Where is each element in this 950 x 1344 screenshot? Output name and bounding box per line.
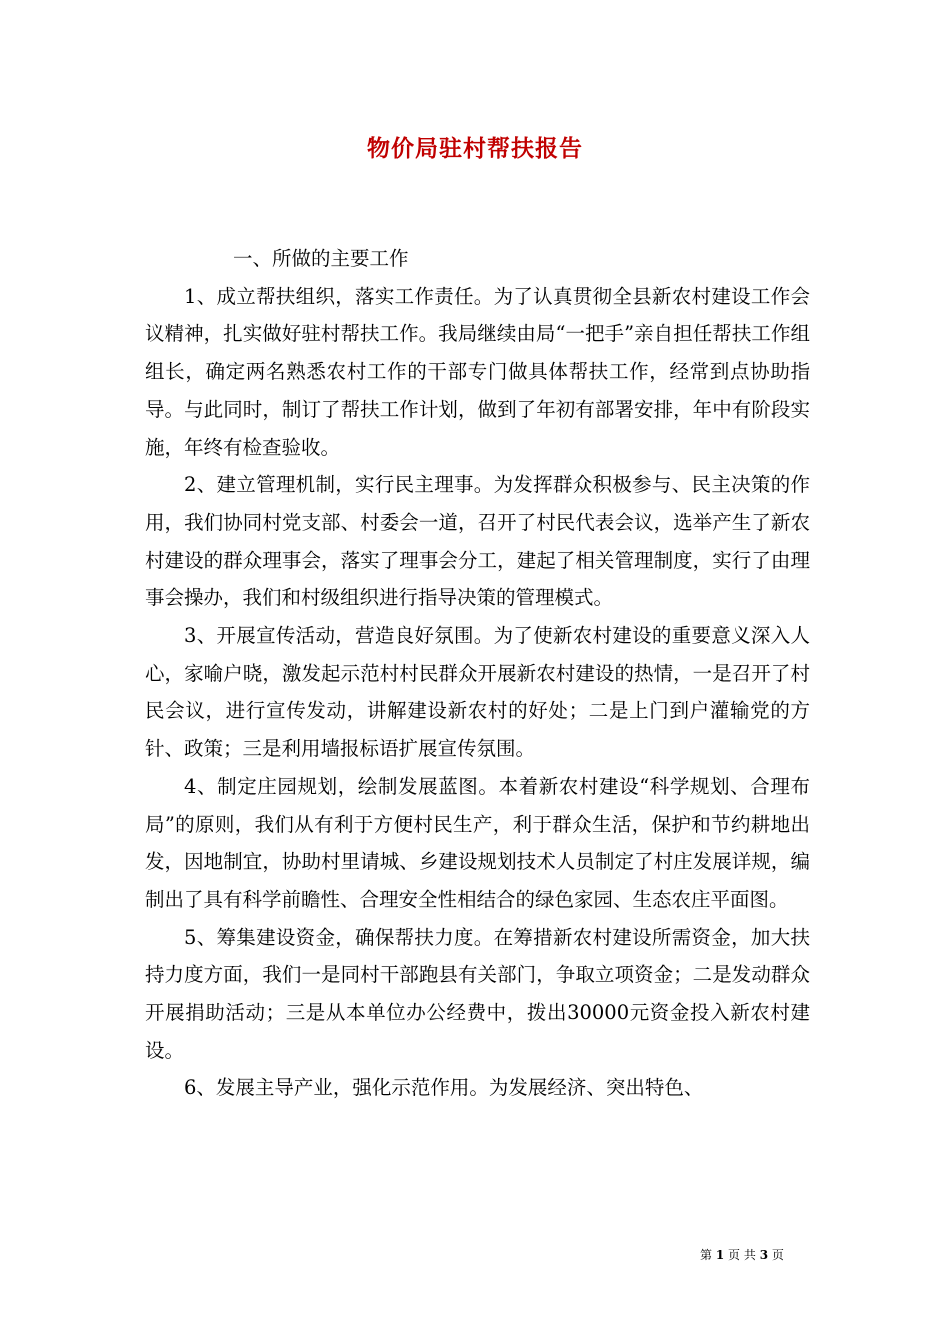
document-body (145, 240, 810, 1107)
footer-middle: 页 共 (728, 1248, 756, 1262)
footer-current-page: 1 (715, 1248, 725, 1262)
paragraph-6: 6、发展主导产业，强化示范作用。为发展经济、突出特色、 (184, 1076, 704, 1100)
paragraph-4: 4、制定庄园规划，绘制发展蓝图。本着新农村建设“科学规划、合理布局”的原则，我们从有利于方便村民生产，利于群众生活，保护和节约耕地出发，因地制宜，协助村里请城、乡建设规划技术人员制定了村庄发展详规，编制出了具有科学前瞻性、合理安全性相结合的绿色家园、生态农庄平面图。 (145, 774, 810, 911)
page-footer (700, 1246, 784, 1263)
footer-total-pages: 3 (759, 1248, 769, 1262)
section-heading: 一、所做的主要工作 (233, 247, 409, 270)
paragraph-3: 3、开展宣传活动，营造良好氛围。为了使新农村建设的重要意义深入人心，家喻户晓，激发起示范村村民群众开展新农村建设的热情，一是召开了村民会议，进行宣传发动，讲解建设新农村的好处；二是上门到户灌输党的方针、政策；三是利用墙报标语扩展宣传氛围。 (145, 624, 810, 761)
paragraph-1: 1、成立帮扶组织，落实工作责任。为了认真贯彻全县新农村建设工作会议精神，扎实做好驻村帮扶工作。我局继续由局“一把手”亲自担任帮扶工作组组长，确定两名熟悉农村工作的干部专门做具体帮扶工作，经常到点协助指导。与此同时，制订了帮扶工作计划，做到了年初有部署安排，年中有阶段实施，年终有检查验收。 (145, 284, 810, 459)
paragraph-5: 5、筹集建设资金，确保帮扶力度。在筹措新农村建设所需资金，加大扶持力度方面，我们一是同村干部跑县有关部门，争取立项资金；二是发动群众开展捐助活动；三是从本单位办公经费中，拨出30000元资金投入新农村建设。 (145, 925, 810, 1062)
document-title: 物价局驻村帮扶报告 (367, 135, 583, 162)
footer-prefix: 第 (700, 1248, 713, 1262)
footer-suffix: 页 (771, 1248, 784, 1262)
paragraph-2: 2、建立管理机制，实行民主理事。为发挥群众积极参与、民主决策的作用，我们协同村党支部、村委会一道，召开了村民代表会议，选举产生了新农村建设的群众理事会，落实了理事会分工，建起了相关管理制度，实行了由理事会操办，我们和村级组织进行指导决策的管理模式。 (145, 473, 810, 610)
